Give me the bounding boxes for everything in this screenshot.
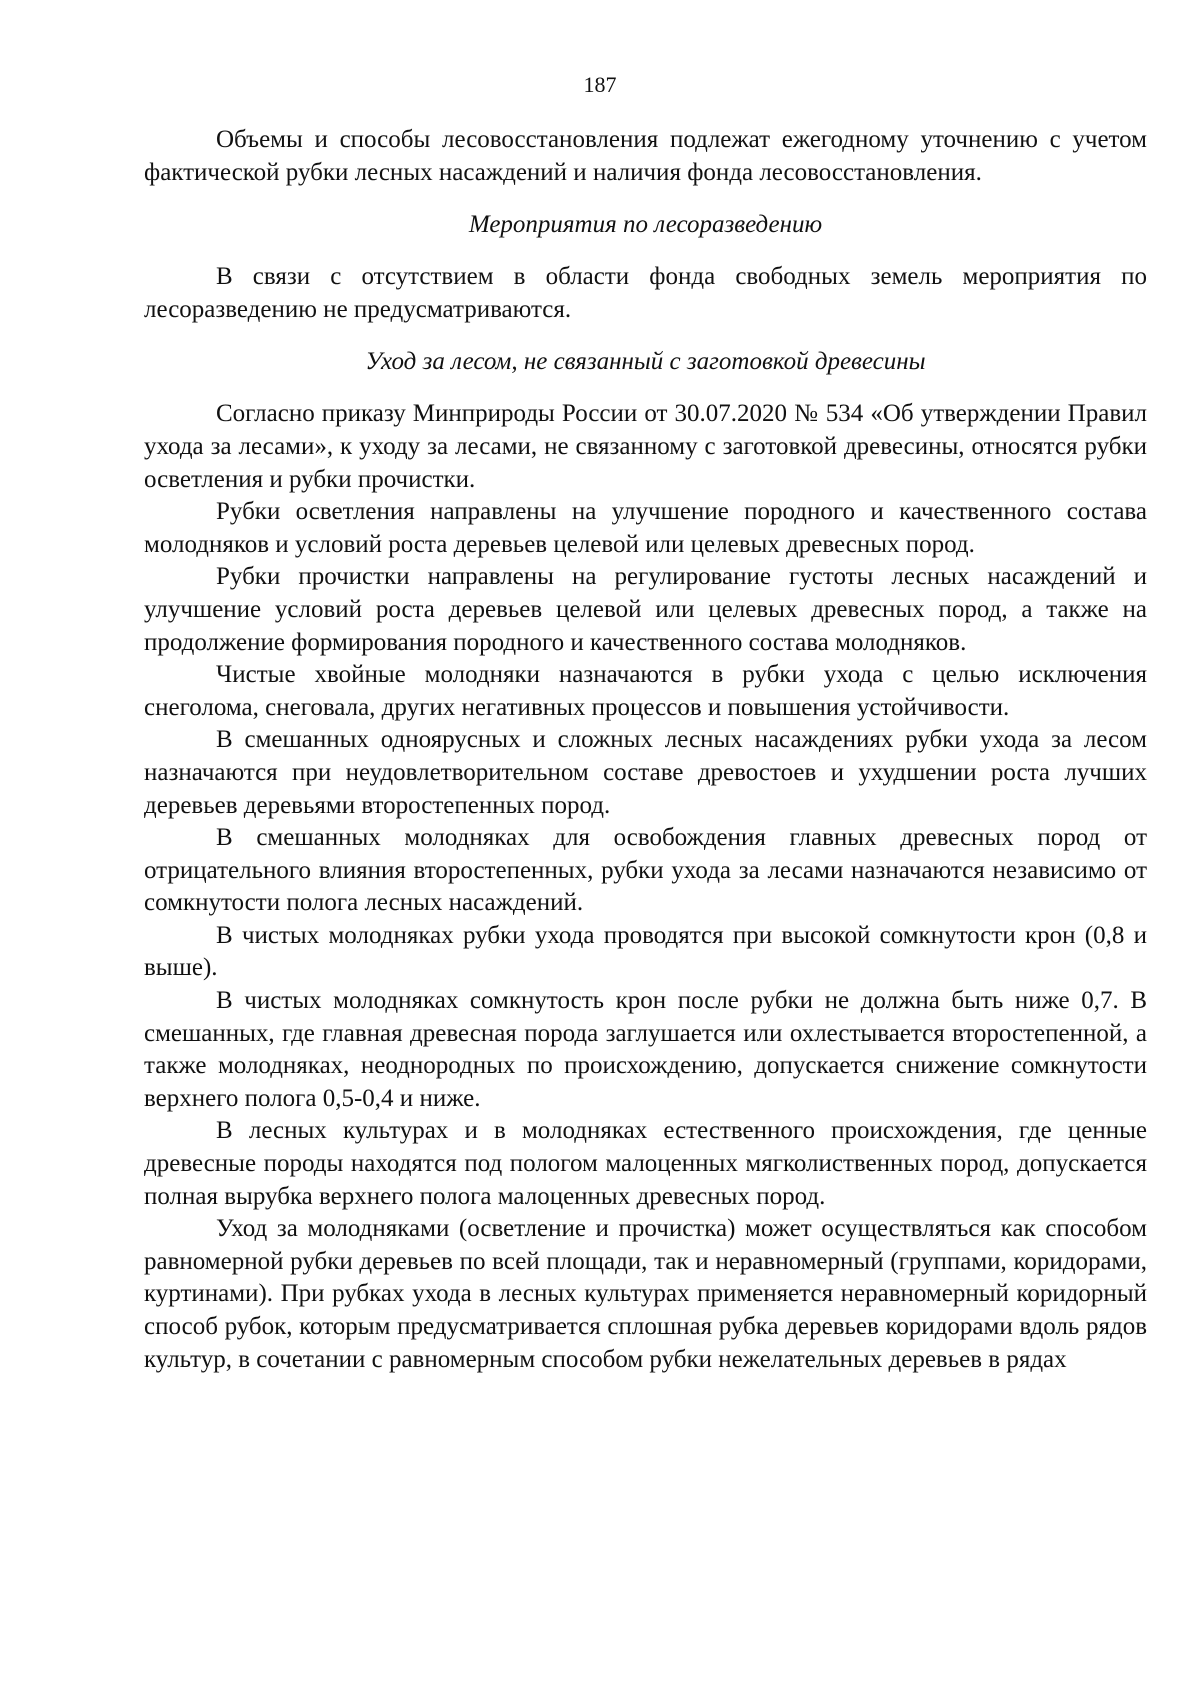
section-title-forest-care: Уход за лесом, не связанный с заготовкой древесины	[365, 348, 926, 376]
paragraph: В чистых молодняках рубки ухода проводятся при высокой сомкнутости крон (0,8 и выше).	[144, 921, 1147, 982]
paragraph: В лесных культурах и в молодняках естественного происхождения, где ценные древесные породы находятся под пологом малоценных мягколиственных пород, допускается полная вырубка верхнего полога малоценных древесных пород.	[144, 1117, 1147, 1210]
section-title-afforestation: Мероприятия по лесоразведению	[468, 211, 823, 239]
paragraph: Уход за молодняками (осветление и прочистка) может осуществляться как способом равномерной рубки деревьев по всей площади, так и неравномерный (группами, коридорами, куртинами). При рубках ухода в лесных культурах применяется неравномерный коридорный способ рубок, которым предусматривается сплошная рубка деревьев коридорами вдоль рядов культур, в сочетании с равномерным способом рубки нежелательных деревьев в рядах	[144, 1215, 1147, 1373]
page-number: 187	[583, 72, 617, 97]
paragraph: Рубки прочистки направлены на регулирование густоты лесных насаждений и улучшение условий роста деревьев целевой или целевых древесных пород, а также на продолжение формирования породного и качественного состава молодняков.	[144, 563, 1147, 656]
paragraph: В чистых молодняках сомкнутость крон после рубки не должна быть ниже 0,7. В смешанных, где главная древесная порода заглушается или охлестывается второстепенной, а также молодняках, неоднородных по происхождению, допускается снижение сомкнутости верхнего полога 0,5-0,4 и ниже.	[144, 987, 1147, 1112]
paragraph: В смешанных одноярусных и сложных лесных насаждениях рубки ухода за лесом назначаются при неудовлетворительном составе древостоев и ухудшении роста лучших деревьев деревьями второстепенных пород.	[144, 726, 1147, 819]
paragraph: Чистые хвойные молодняки назначаются в рубки ухода с целью исключения снеголома, снеговала, других негативных процессов и повышения устойчивости.	[144, 661, 1147, 721]
paragraph: В связи с отсутствием в области фонда свободных земель мероприятия по лесоразведению не предусматриваются.	[144, 263, 1147, 323]
paragraph: Объемы и способы лесовосстановления подлежат ежегодному уточнению с учетом фактической рубки лесных насаждений и наличия фонда лесовосстановления.	[144, 126, 1147, 186]
paragraph: Согласно приказу Минприроды России от 30.07.2020 № 534 «Об утверждении Правил ухода за лесами», к уходу за лесами, не связанному с заготовкой древесины, относятся рубки осветления и рубки прочистки.	[144, 400, 1147, 493]
paragraph: Рубки осветления направлены на улучшение породного и качественного состава молодняков и условий роста деревьев целевой или целевых древесных пород.	[144, 498, 1147, 558]
paragraph: В смешанных молодняках для освобождения главных древесных пород от отрицательного влияния второстепенных, рубки ухода за лесами назначаются независимо от сомкнутости полога лесных насаждений.	[144, 824, 1147, 917]
page-content	[144, 124, 1147, 1376]
